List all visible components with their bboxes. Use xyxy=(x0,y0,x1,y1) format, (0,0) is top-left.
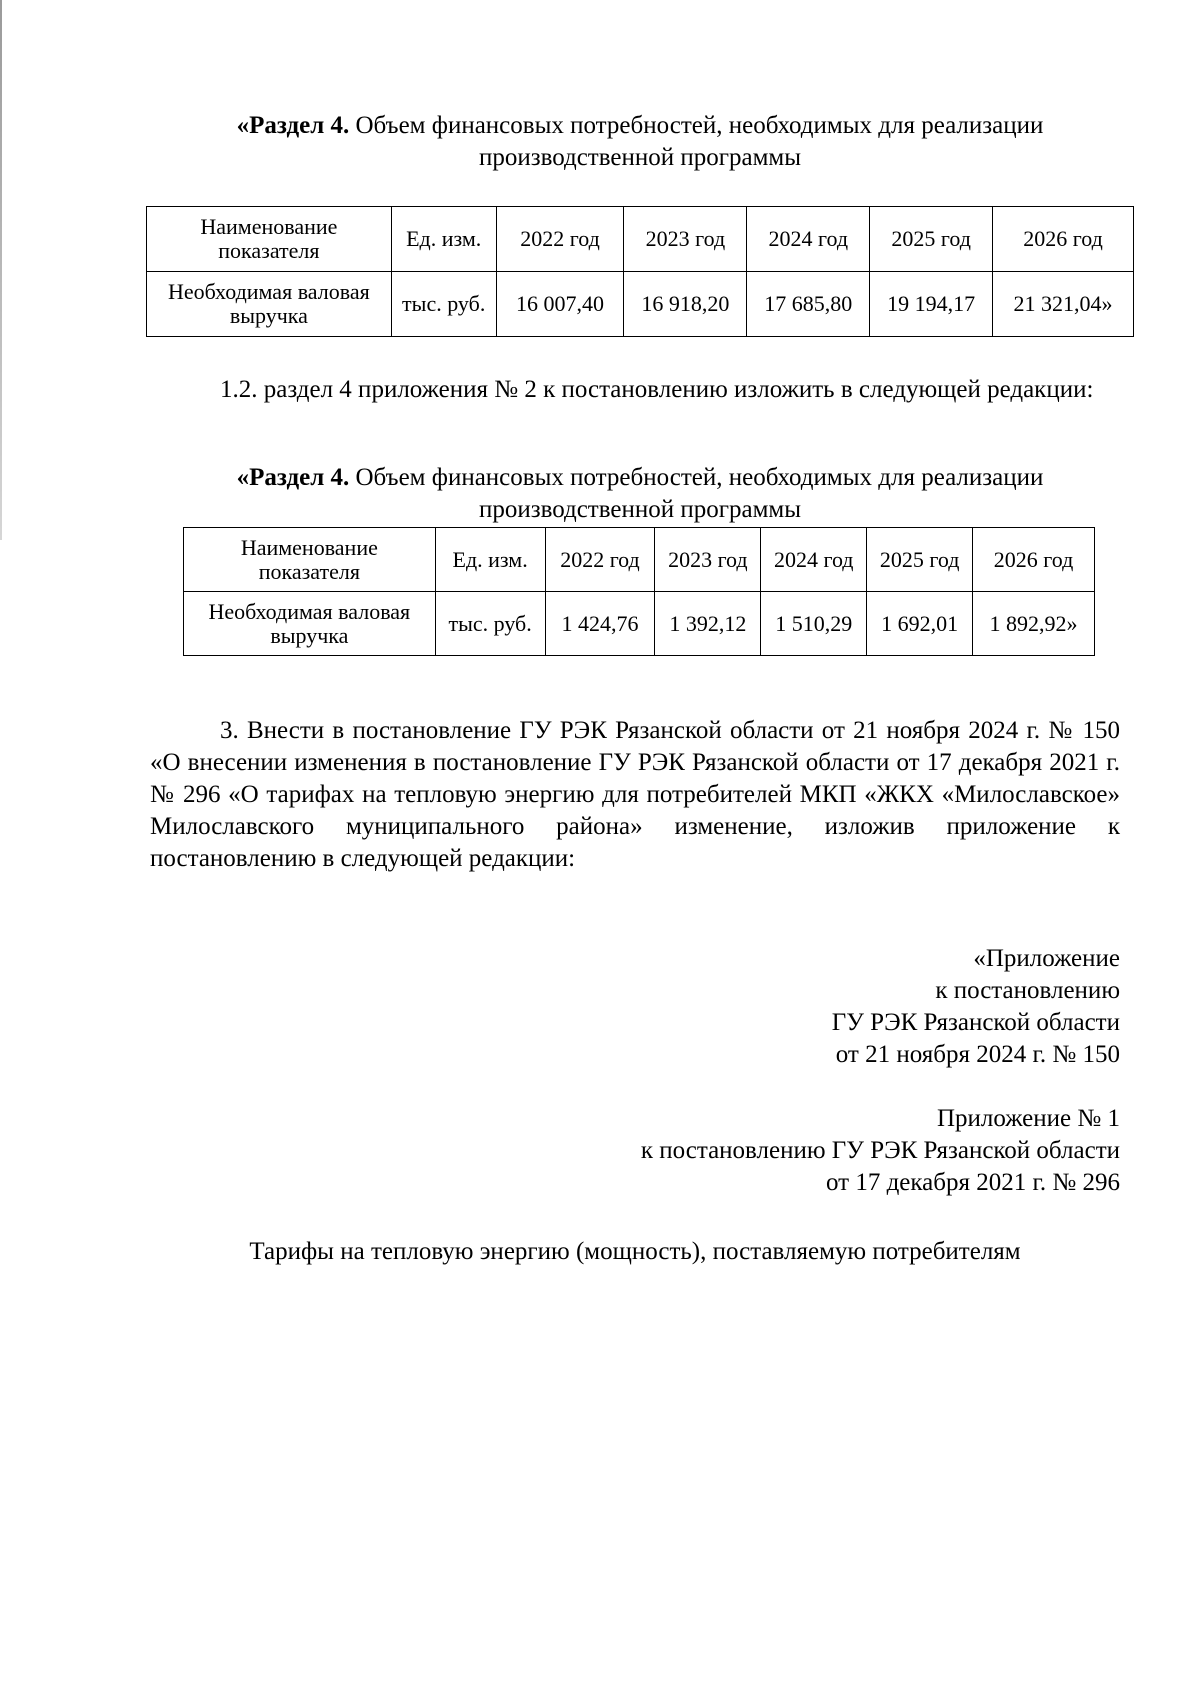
table-cell: 16 918,20 xyxy=(624,272,747,337)
section-b-title-line2: производственной программы xyxy=(478,496,802,523)
section-b-title-rest: Объем финансовых потребностей, необходимых для реализации xyxy=(349,464,1044,491)
table-cell: 1 424,76 xyxy=(545,592,655,656)
appendix-1-reference xyxy=(641,1103,1120,1199)
section-a-title-line2: производственной программы xyxy=(478,144,802,171)
scan-edge xyxy=(0,0,2,540)
appendix-1-line: Приложение № 1 xyxy=(936,1105,1120,1132)
paragraph-3: 3. Внести в постановление ГУ РЭК Рязанской области от 21 ноября 2024 г. № 150 «О внесении изменения в постановление ГУ РЭК Рязанской области от 17 декабря 2021 г. № 296 «О тарифах на тепловую энергию для потребителей МКП «ЖКХ «Милославское» Милославского муниципального района» изменение, изложив приложение к постановлению в следующей редакции: xyxy=(150,717,1120,872)
table-header-cell: 2023 год xyxy=(624,207,747,272)
table-header-cell: 2026 год xyxy=(993,207,1134,272)
table-cell: тыс. руб. xyxy=(391,272,496,337)
table-header-cell: Ед. изм. xyxy=(391,207,496,272)
table-header-cell: 2025 год xyxy=(867,528,973,592)
table-header-row xyxy=(184,528,1095,592)
table-header-cell: 2024 год xyxy=(761,528,867,592)
table-header-cell: 2022 год xyxy=(545,528,655,592)
table-cell: 21 321,04» xyxy=(993,272,1134,337)
table-header-cell: 2023 год xyxy=(655,528,761,592)
section-b-heading-line1 xyxy=(150,462,1130,494)
table-header-cell: 2024 год xyxy=(747,207,870,272)
table-header-cell: 2026 год xyxy=(973,528,1095,592)
table-cell: 17 685,80 xyxy=(747,272,870,337)
table-cell: 1 692,01 xyxy=(867,592,973,656)
table-row xyxy=(184,592,1095,656)
table-cell: тыс. руб. xyxy=(435,592,545,656)
table-header-cell: 2025 год xyxy=(870,207,993,272)
table-row xyxy=(147,272,1134,337)
appendix-reference xyxy=(832,943,1120,1071)
table-cell: Необходимая валовая выручка xyxy=(184,592,436,656)
table-header-row xyxy=(147,207,1134,272)
section-b-heading xyxy=(150,462,1130,526)
section-a-heading-line1 xyxy=(150,110,1130,142)
appendix-line: от 21 ноября 2024 г. № 150 xyxy=(835,1041,1120,1068)
financial-table-b xyxy=(183,527,1095,656)
table-cell: Необходимая валовая выручка xyxy=(147,272,392,337)
table-header-cell: Наименование показателя xyxy=(184,528,436,592)
table-cell: 1 392,12 xyxy=(655,592,761,656)
table-cell: 16 007,40 xyxy=(496,272,624,337)
appendix-line: ГУ РЭК Рязанской области xyxy=(831,1009,1120,1036)
table-header-cell: 2022 год xyxy=(496,207,624,272)
table-cell: 1 892,92» xyxy=(973,592,1095,656)
table-cell: 19 194,17 xyxy=(870,272,993,337)
tariffs-title: Тарифы на тепловую энергию (мощность), поставляемую потребителям xyxy=(249,1238,1021,1265)
section-b-prefix: «Раздел 4. xyxy=(236,464,350,491)
appendix-line: к постановлению xyxy=(935,977,1120,1004)
table-header-cell: Ед. изм. xyxy=(435,528,545,592)
section-a-prefix: «Раздел 4. xyxy=(236,112,350,139)
table-header-cell: Наименование показателя xyxy=(147,207,392,272)
appendix-1-line: от 17 декабря 2021 г. № 296 xyxy=(825,1169,1120,1196)
appendix-1-line: к постановлению ГУ РЭК Рязанской области xyxy=(640,1137,1120,1164)
financial-table-a xyxy=(146,206,1134,337)
appendix-line: «Приложение xyxy=(973,945,1120,972)
paragraph-1-2: 1.2. раздел 4 приложения № 2 к постановлению изложить в следующей редакции: xyxy=(220,376,1094,403)
table-cell: 1 510,29 xyxy=(761,592,867,656)
section-a-heading xyxy=(150,110,1130,174)
section-a-title-rest: Объем финансовых потребностей, необходимых для реализации xyxy=(349,112,1044,139)
